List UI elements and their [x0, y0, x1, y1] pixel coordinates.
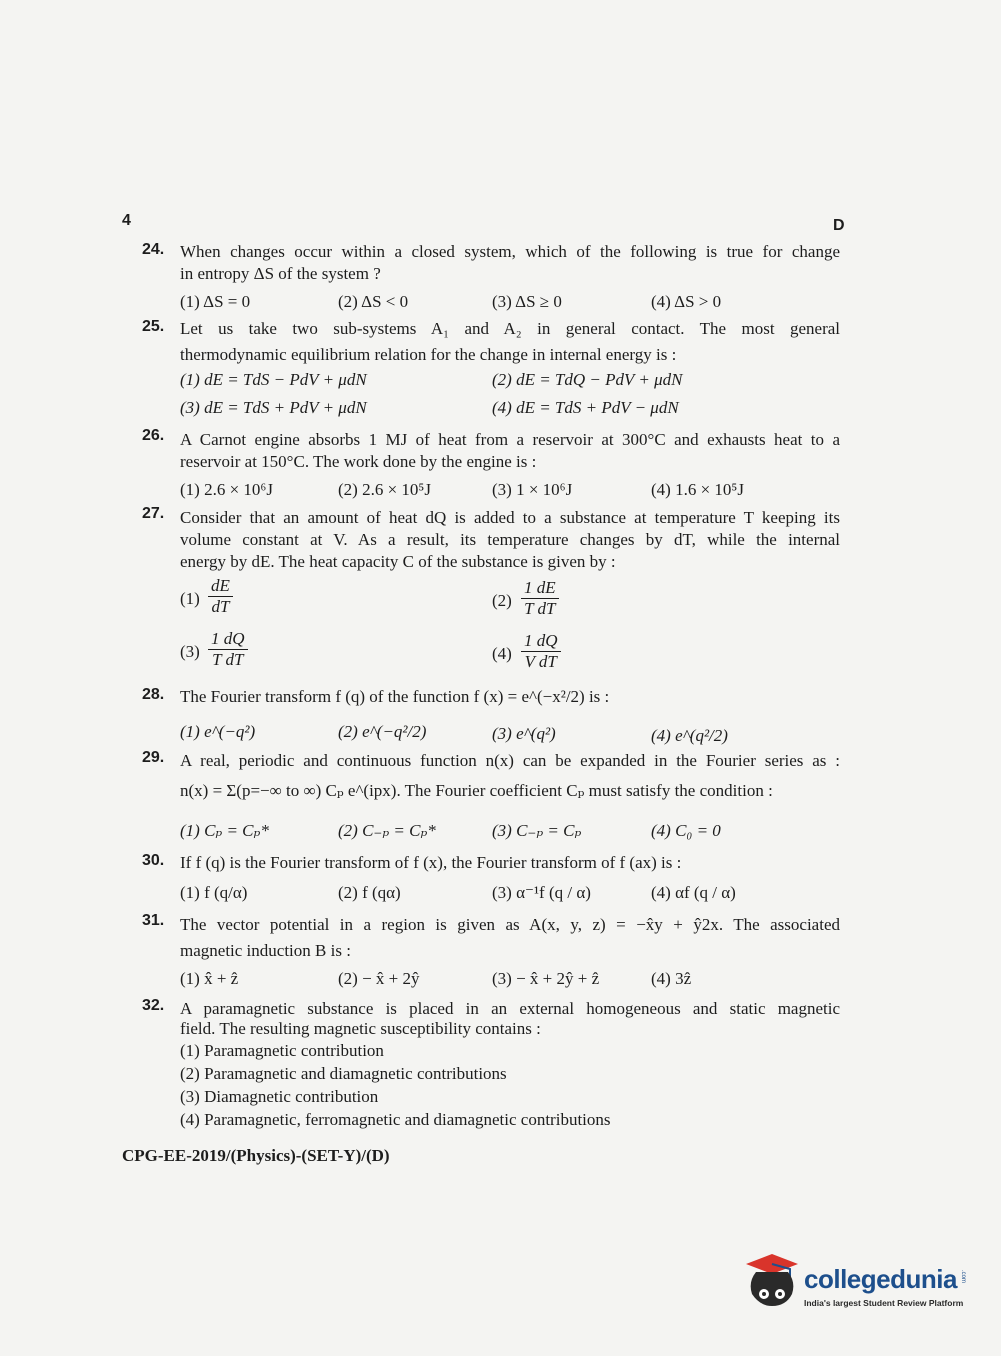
option-4: (4) 3ẑ — [651, 969, 692, 988]
option-4: (4) C₀ = 0 — [651, 821, 721, 840]
option-1: (1) Paramagnetic contribution — [180, 1041, 384, 1060]
option-1: (1) e^(−q²) — [180, 722, 256, 741]
option-4: (4) ΔS > 0 — [651, 292, 722, 311]
option-3: (3) − x̂ + 2ŷ + ẑ — [492, 969, 600, 988]
question-stem: Let us take two sub-systems A₁ and A₂ in general contact. The most general — [180, 319, 840, 338]
option-2-fraction — [521, 578, 559, 619]
question-number: 32. — [142, 997, 165, 1014]
question-stem: field. The resulting magnetic susceptibility contains : — [180, 1019, 541, 1038]
option-3: (3) Diamagnetic contribution — [180, 1087, 379, 1106]
option-2: (2) Paramagnetic and diamagnetic contributions — [180, 1064, 507, 1083]
question-stem: energy by dE. The heat capacity C of the substance is given by : — [180, 552, 616, 571]
question-stem: If f (q) is the Fourier transform of f (x), the Fourier transform of f (ax) is : — [180, 853, 682, 872]
option-3-fraction — [208, 629, 248, 670]
question-stem: The Fourier transform f (q) of the function f (x) = e^(−x²/2) is : — [180, 687, 610, 706]
brand-com: .com — [960, 1270, 966, 1284]
question-stem: A paramagnetic substance is placed in an external homogeneous and static magnetic — [180, 999, 840, 1018]
denominator: V dT — [524, 652, 557, 671]
question-number: 30. — [142, 852, 165, 869]
question-stem: Consider that an amount of heat dQ is added to a substance at temperature T keeping its — [180, 508, 840, 527]
numerator: 1 dQ — [208, 629, 248, 650]
set-code: D — [833, 217, 845, 234]
option-1: (1) Cₚ = Cₚ* — [180, 821, 269, 840]
option-2: (2) − x̂ + 2ŷ — [338, 969, 420, 988]
footer-code: CPG-EE-2019/(Physics)-(SET-Y)/(D) — [122, 1146, 390, 1165]
option-4: (4) Paramagnetic, ferromagnetic and diamagnetic contributions — [180, 1110, 611, 1129]
question-stem: magnetic induction B is : — [180, 941, 351, 960]
brand-name: collegedunia — [804, 1264, 957, 1294]
option-4: (4) 1.6 × 10⁵J — [651, 480, 744, 499]
question-stem: A Carnot engine absorbs 1 MJ of heat from a reservoir at 300°C and exhausts heat to a — [180, 430, 840, 449]
question-stem: in entropy ΔS of the system ? — [180, 264, 381, 283]
question-stem: The vector potential in a region is given as A(x, y, z) = −x̂y + ŷ2x. The associated — [180, 915, 840, 934]
question-stem: volume constant at V. As a result, its temperature changes by dT, while the internal — [180, 530, 840, 549]
brand-tagline: India's largest Student Review Platform — [804, 1298, 964, 1308]
option-2: (2) C₋ₚ = Cₚ* — [338, 821, 436, 840]
question-number: 31. — [142, 912, 165, 929]
denominator: dT — [211, 597, 230, 616]
option-1: (1) f (q/α) — [180, 883, 248, 902]
option-4: (4) dE = TdS + PdV − μdN — [492, 398, 679, 417]
option-2: (2) f (qα) — [338, 883, 401, 902]
denominator: T dT — [212, 650, 244, 669]
page-number: 4 — [122, 212, 131, 229]
denominator: T dT — [524, 599, 556, 618]
option-1-label: (1) — [180, 589, 200, 608]
option-2: (2) e^(−q²/2) — [338, 722, 427, 741]
option-3-label: (3) — [180, 642, 200, 661]
option-1: (1) x̂ + ẑ — [180, 969, 239, 988]
question-number: 28. — [142, 686, 165, 703]
question-number: 24. — [142, 241, 165, 258]
numerator: dE — [208, 576, 233, 597]
question-number: 26. — [142, 427, 165, 444]
option-3: (3) α⁻¹f (q / α) — [492, 883, 591, 902]
question-number: 29. — [142, 749, 165, 766]
option-1: (1) dE = TdS − PdV + μdN — [180, 370, 367, 389]
option-2-label: (2) — [492, 591, 512, 610]
option-1: (1) ΔS = 0 — [180, 292, 251, 311]
option-1-fraction — [208, 576, 233, 617]
collegedunia-logo-icon — [742, 1250, 802, 1310]
option-4: (4) αf (q / α) — [651, 883, 736, 902]
option-4-label: (4) — [492, 644, 512, 663]
option-2: (2) ΔS < 0 — [338, 292, 409, 311]
question-stem: n(x) = Σ(p=−∞ to ∞) Cₚ e^(ipx). The Fourier coefficient Cₚ must satisfy the condition : — [180, 781, 773, 800]
question-stem: reservoir at 150°C. The work done by the engine is : — [180, 452, 537, 471]
numerator: 1 dQ — [521, 631, 561, 652]
option-3: (3) ΔS ≥ 0 — [492, 292, 562, 311]
question-stem: When changes occur within a closed system, which of the following is true for change — [180, 242, 840, 261]
option-4-fraction — [521, 631, 561, 672]
numerator: 1 dE — [521, 578, 559, 599]
option-4: (4) e^(q²/2) — [651, 726, 728, 745]
option-1: (1) 2.6 × 10⁶J — [180, 480, 273, 499]
option-3: (3) 1 × 10⁶J — [492, 480, 573, 499]
option-3: (3) e^(q²) — [492, 724, 556, 743]
question-number: 25. — [142, 318, 165, 335]
option-2: (2) dE = TdQ − PdV + μdN — [492, 370, 683, 389]
option-3: (3) C₋ₚ = Cₚ — [492, 821, 582, 840]
question-stem: thermodynamic equilibrium relation for the change in internal energy is : — [180, 345, 677, 364]
question-stem: A real, periodic and continuous function n(x) can be expanded in the Fourier series as : — [180, 751, 840, 770]
question-number: 27. — [142, 505, 165, 522]
option-2: (2) 2.6 × 10⁵J — [338, 480, 431, 499]
option-3: (3) dE = TdS + PdV + μdN — [180, 398, 367, 417]
